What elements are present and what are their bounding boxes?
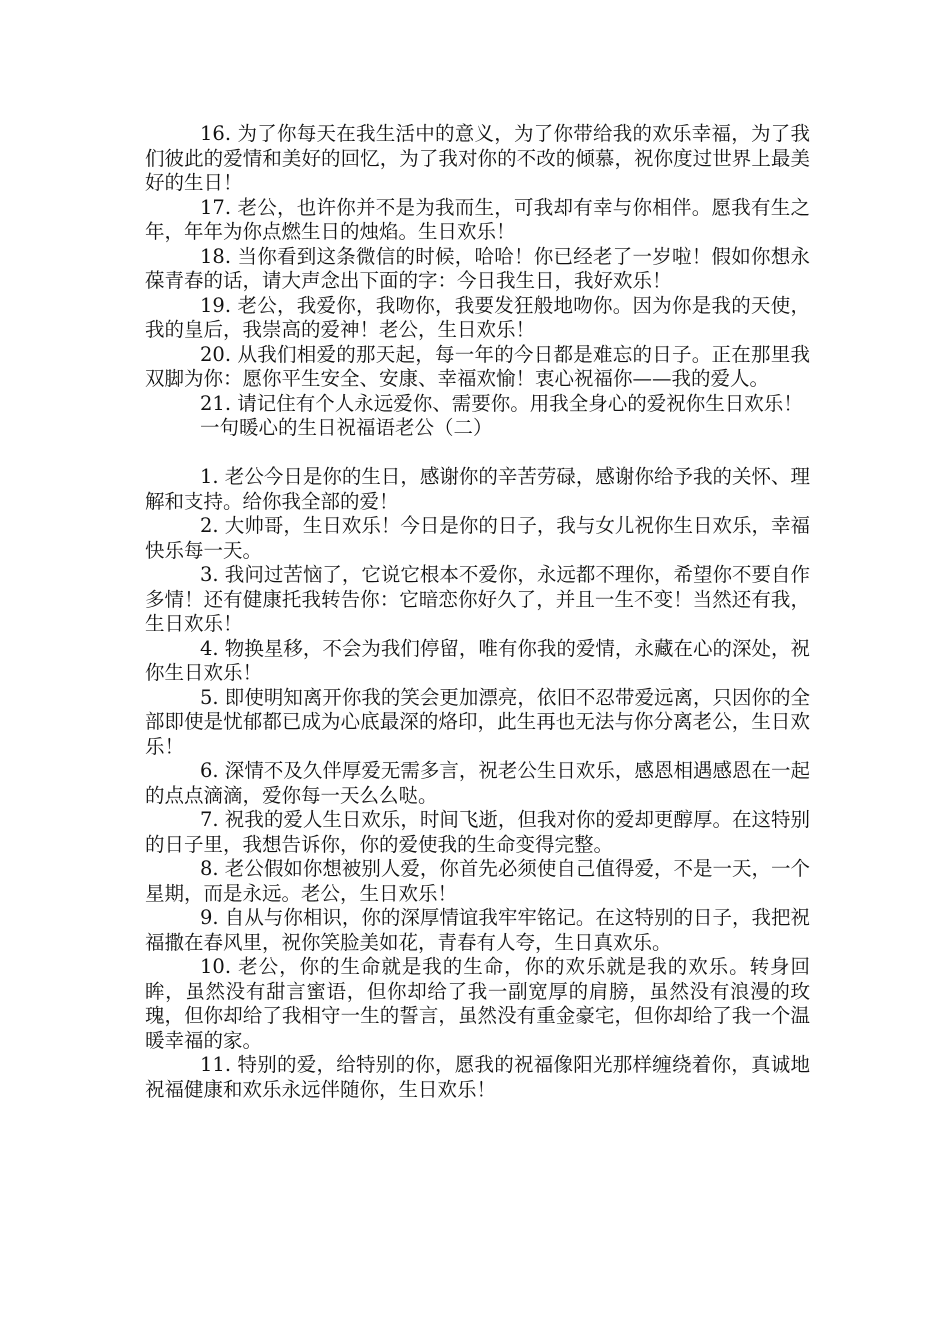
paragraph-2: 2. 大帅哥，生日欢乐！今日是你的日子，我与女儿祝你生日欢乐，幸福快乐每一天。 — [145, 514, 810, 562]
paragraph-19: 19. 老公，我爱你，我吻你，我要发狂般地吻你。因为你是我的天使，我的皇后，我崇高的爱神！老公，生日欢乐！ — [145, 293, 810, 341]
paragraph-21: 21. 请记住有个人永远爱你、需要你。用我全身心的爱祝你生日欢乐！ — [200, 391, 803, 415]
paragraph-17: 17. 老公，也许你并不是为我而生，可我却有幸与你相伴。愿我有生之年，年年为你点燃生日的烛焰。生日欢乐！ — [145, 195, 810, 243]
paragraph-3: 3. 我问过苦恼了，它说它根本不爱你，永远都不理你，希望你不要自作多情！还有健康托我转告你：它暗恋你好久了，并且一生不变！当然还有我，生日欢乐！ — [145, 563, 810, 635]
paragraph-20: 20. 从我们相爱的那天起，每一年的今日都是难忘的日子。正在那里我双脚为你：愿你平生安全、安康、幸福欢愉！衷心祝福你——我的爱人。 — [145, 342, 810, 390]
paragraph-9: 9. 自从与你相识，你的深厚情谊我牢牢铭记。在这特别的日子，我把祝福撒在春风里，祝你笑脸美如花，青春有人夸，生日真欢乐。 — [145, 906, 810, 954]
paragraph-4: 4. 物换星移，不会为我们停留，唯有你我的爱情，永藏在心的深处，祝你生日欢乐！ — [145, 636, 810, 684]
section-heading: 一句暖心的生日祝福语老公（二） — [200, 416, 493, 439]
document-page — [145, 122, 810, 1102]
paragraph-6: 6. 深情不及久伴厚爱无需多言，祝老公生日欢乐，感恩相遇感恩在一起的点点滴滴，爱你每一天么么哒。 — [145, 759, 810, 807]
paragraph-11: 11. 特别的爱，给特别的你，愿我的祝福像阳光那样缠绕着你，真诚地祝福健康和欢乐永远伴随你，生日欢乐！ — [145, 1053, 810, 1101]
paragraph-18: 18. 当你看到这条微信的时候，哈哈！你已经老了一岁啦！假如你想永葆青春的话，请大声念出下面的字：今日我生日，我好欢乐！ — [145, 244, 810, 292]
paragraph-16: 16. 为了你每天在我生活中的意义，为了你带给我的欢乐幸福，为了我们彼此的爱情和美好的回忆，为了我对你的不改的倾慕，祝你度过世界上最美好的生日！ — [145, 122, 810, 194]
paragraph-8: 8. 老公假如你想被别人爱，你首先必须使自己值得爱，不是一天，一个星期，而是永远。老公，生日欢乐！ — [145, 857, 810, 905]
paragraph-10: 10. 老公，你的生命就是我的生命，你的欢乐就是我的欢乐。转身回眸，虽然没有甜言蜜语，但你却给了我一副宽厚的肩膀，虽然没有浪漫的玫瑰，但你却给了我相守一生的誓言，虽然没有重金豪宅，但你却给了我一个温暖幸福的家。 — [145, 955, 810, 1052]
paragraph-7: 7. 祝我的爱人生日欢乐，时间飞逝，但我对你的爱却更醇厚。在这特别的日子里，我想告诉你，你的爱使我的生命变得完整。 — [145, 808, 810, 856]
paragraph-5: 5. 即使明知离开你我的笑会更加漂亮，依旧不忍带爱远离，只因你的全部即使是忧郁都已成为心底最深的烙印，此生再也无法与你分离老公，生日欢乐！ — [145, 685, 810, 758]
paragraph-1: 1. 老公今日是你的生日，感谢你的辛苦劳碌，感谢你给予我的关怀、理解和支持。给你我全部的爱！ — [145, 465, 810, 513]
